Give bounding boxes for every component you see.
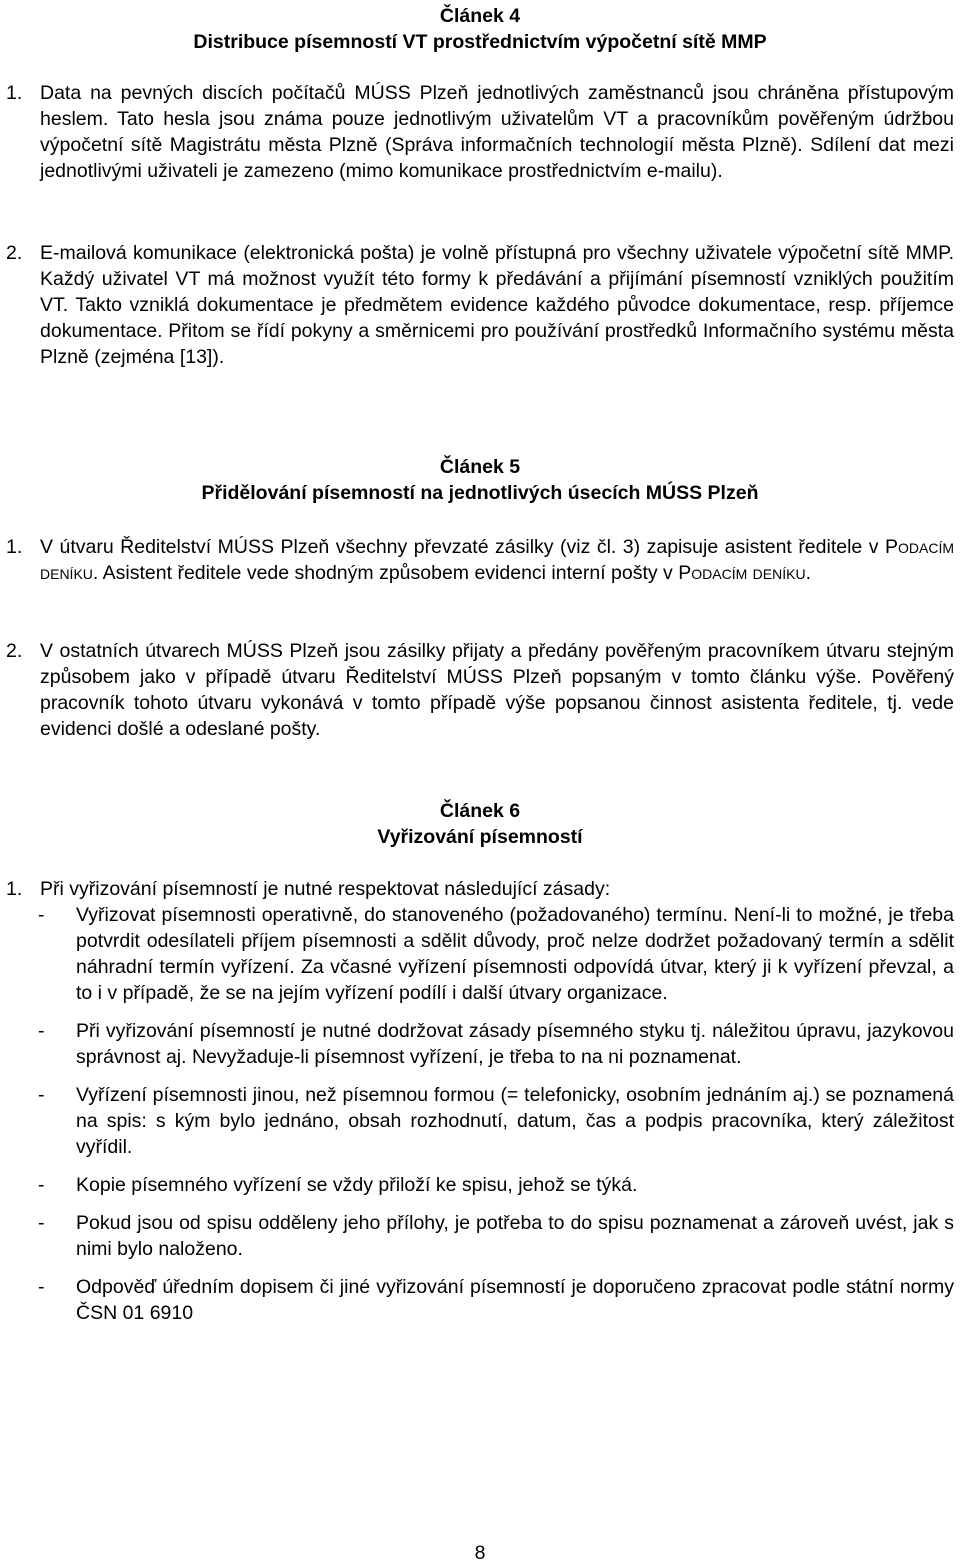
article-5-heading: [40, 454, 920, 506]
bullet-dash: -: [38, 1276, 45, 1298]
article-4-item-2: [6, 240, 954, 370]
article-5-title: Přidělování písemností na jednotlivých úsecích MÚSS Plzeň: [201, 482, 759, 504]
item-number: 1.: [6, 82, 23, 104]
item-number: 1.: [6, 536, 23, 558]
item-text: Při vyřizování písemností je nutné respektovat následující zásady:: [40, 878, 611, 900]
list-item: - Pokud jsou od spisu odděleny jeho přílohy, je potřeba to do spisu poznamenat a zároveň uvést, jak s nimi bylo naloženo.: [38, 1212, 954, 1260]
bullet-dash: -: [38, 1084, 45, 1106]
item-text: E-mailová komunikace (elektronická pošta) je volně přístupná pro všechny uživatele výpočetní sítě MMP. Každý uživatel VT má možnost využít této formy k předávání a přijímání písemností vzniklých použitím VT. Takto vzniklá dokumentace je předmětem evidence každého původce dokumentace, resp. příjemce dokumentace. Přitom se řídí pokyny a směrnicemi pro používání prostředků Informačního systému města Plzně (zejména [13]).: [40, 242, 954, 368]
article-5-item-2: [6, 638, 954, 742]
article-6-heading: [40, 798, 920, 850]
bullet-dash: -: [38, 1174, 45, 1196]
article-4-title: Distribuce písemností VT prostřednictvím výpočetní sítě MMP: [193, 31, 767, 53]
article-4-item-1: [6, 80, 954, 184]
list-item: - Odpověď úředním dopisem či jiné vyřizování písemností je doporučeno zpracovat podle státní normy ČSN 01 6910: [38, 1276, 954, 1324]
article-4-heading: [40, 3, 920, 55]
item-number: 1.: [6, 878, 23, 900]
item-text: V útvaru Ředitelství MÚSS Plzeň všechny převzaté zásilky (viz čl. 3) zapisuje asistent ředitele v Podacím deníku. Asistent ředitele vede shodným způsobem evidenci interní pošty v Podacím deníku.: [40, 536, 954, 584]
list-item: - Vyřizovat písemnosti operativně, do stanoveného (požadovaného) termínu. Není-li to možné, je třeba potvrdit odesílateli příjem písemnosti a sdělit důvody, proč nelze dodržet požadovaný termín a sdělit náhradní termín vyřízení. Za včasné vyřízení písemnosti odpovídá útvar, který ji k vyřízení převzal, a to i v případě, že se na jejím vyřízení podílí i další útvary organizace.: [38, 904, 954, 1004]
item-number: 2.: [6, 640, 23, 662]
list-item: - Vyřízení písemnosti jinou, než písemnou formou (= telefonicky, osobním jednáním aj.) se poznamená na spis: s kým bylo jednáno, obsah rozhodnutí, datum, čas a podpis pracovníka, který záležitost vyřídil.: [38, 1084, 954, 1158]
page-number: 8: [474, 1542, 486, 1564]
article-6-title: Vyřizování písemností: [377, 826, 583, 848]
register-name: Podacím deníku: [678, 562, 806, 584]
article-6-bullet-list: [38, 902, 954, 1326]
register-name: Podacím deníku: [40, 536, 954, 584]
bullet-dash: -: [38, 1020, 45, 1042]
list-item: - Kopie písemného vyřízení se vždy přiloží ke spisu, jehož se týká.: [38, 1174, 638, 1196]
bullet-dash: -: [38, 904, 45, 926]
article-5-number: Článek 5: [439, 456, 521, 478]
article-4-number: Článek 4: [439, 5, 521, 27]
item-text: Data na pevných discích počítačů MÚSS Plzeň jednotlivých zaměstnanců jsou chráněna přístupovým heslem. Tato hesla jsou známa pouze jednotlivým uživatelům VT a pracovníkům pověřeným údržbou výpočetní sítě Magistrátu města Plzně (Správa informačních technologií města Plzně). Sdílení dat mezi jednotlivými uživateli je zamezeno (mimo komunikace prostřednictvím e-mailu).: [40, 82, 954, 182]
bullet-dash: -: [38, 1212, 45, 1234]
article-6-item-1: [6, 876, 954, 902]
item-text: V ostatních útvarech MÚSS Plzeň jsou zásilky přijaty a předány pověřeným pracovníkem útvaru stejným způsobem jako v případě útvaru Ředitelství MÚSS Plzeň popsaným v tomto článku výše. Pověřený pracovník tohoto útvaru vykonává v tomto případě výše popsanou činnost asistenta ředitele, tj. vede evidenci došlé a odeslané pošty.: [40, 640, 954, 740]
article-5-item-1: [6, 534, 954, 586]
list-item: - Při vyřizování písemností je nutné dodržovat zásady písemného styku tj. náležitou úpravu, jazykovou správnost aj. Nevyžaduje-li písemnost vyřízení, je třeba to na ni poznamenat.: [38, 1020, 954, 1068]
article-6-number: Článek 6: [439, 800, 521, 822]
item-number: 2.: [6, 242, 23, 264]
